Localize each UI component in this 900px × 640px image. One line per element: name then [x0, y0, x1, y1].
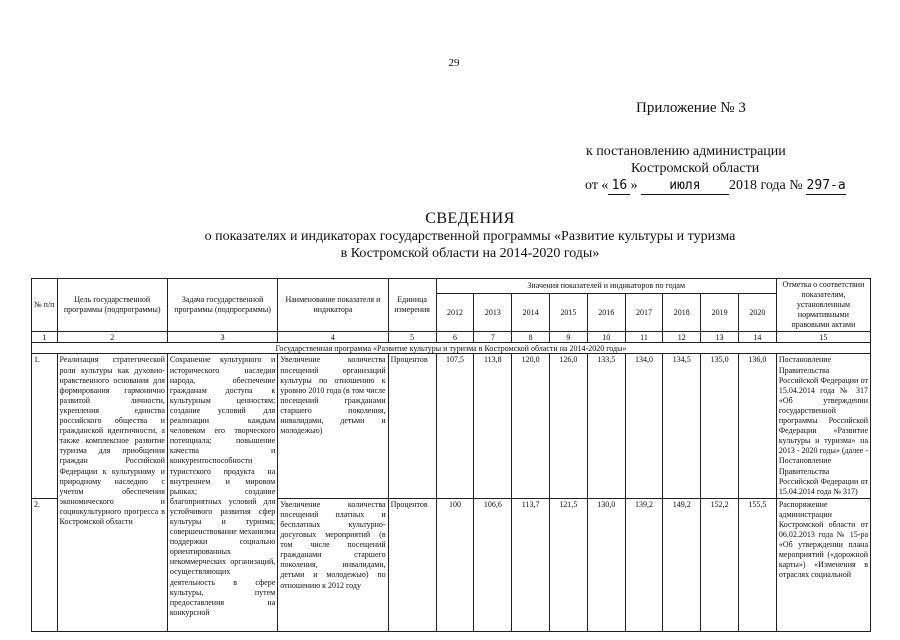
table-row — [32, 354, 871, 498]
header-compliance: Отметка о соответствии показателям, установленным нормативными правовыми актами — [776, 279, 870, 332]
header-year: 2018 — [663, 294, 701, 332]
column-number: 13 — [701, 332, 739, 343]
decree-line-1: к постановлению администрации — [586, 144, 786, 159]
header-goal: Цель государственной программы (подпрограммы) — [57, 279, 167, 332]
value-cell: 107,5 — [436, 354, 474, 498]
compliance-cell: Распоряжение администрации Костромской области от 06.02.2013 года № 15-ра «Об утверждении плана мероприятий («дорожной карты») «Изменения в отраслях социальной — [776, 498, 870, 631]
handwritten-decree-number: 297-а — [806, 178, 846, 193]
handwritten-day: 16 — [608, 177, 630, 195]
decree-reference — [585, 143, 885, 195]
indicators-table — [31, 278, 871, 632]
column-number: 11 — [625, 332, 663, 343]
value-cell: 126,0 — [550, 354, 588, 498]
value-cell: 133,5 — [587, 354, 625, 498]
header-num: № п/п — [32, 279, 58, 332]
row-number: 1. — [32, 354, 58, 498]
page-number: 29 — [448, 57, 460, 69]
task-cell: Сохранение культурного и исторического наследия народа, обеспечение гражданам доступа к культурным ценностям; создание условий для реализации каждым человеком его творческого потенциала; повышение качества и конкурентоспособности туристского продукта на внутреннем и мировом рынках; создание благоприятных условий для устойчивого развития сфер культуры и туризма; совершенствование механизма поддержки социально ориентированных некоммерческих организаций, осуществляющих деятельность в сфере культуры, путем предоставления на конкурсной — [167, 354, 277, 631]
column-number: 5 — [388, 332, 436, 343]
value-cell: 149,2 — [663, 498, 701, 631]
column-number: 1 — [32, 332, 58, 343]
program-row: Государственная программа «Развитие культуры и туризма в Костромской области на 2014-2020 годы» — [32, 343, 871, 354]
header-values-group: Значения показателей и индикаторов по годам — [436, 279, 776, 294]
header-year: 2014 — [512, 294, 550, 332]
value-cell: 155,5 — [739, 498, 777, 631]
value-cell: 100 — [436, 498, 474, 631]
decree-date-line — [585, 177, 885, 195]
header-year: 2016 — [587, 294, 625, 332]
value-cell: 136,0 — [739, 354, 777, 498]
indicator-cell: Увеличение количества посещений платных и бесплатных культурно-досуговых мероприятий (в том числе посещений гражданами старшего поколения, инвалидами, детьми и молодежью) по отношению к 2012 году — [278, 498, 388, 631]
document-subtitle-line-1: о показателях и индикаторах государственной программы «Развитие культуры и туризма — [204, 229, 736, 244]
goal-cell: Реализация стратегической роли культуры как духовно-нравственного основания для формирования гармонично развитой личности, укрепления единства российского общества и гражданской идентичности, а также комплексное развитие туризма для приобщения граждан Российской Федерации к культурному и природному наследию с учетом обеспечения экономического и социокультурного прогресса в Костромской области — [57, 354, 167, 631]
document-title: СВЕДЕНИЯ — [425, 210, 515, 227]
column-number: 3 — [167, 332, 277, 343]
value-cell: 134,5 — [663, 354, 701, 498]
handwritten-month: июля — [641, 177, 729, 195]
value-cell: 106,6 — [474, 498, 512, 631]
column-number: 8 — [512, 332, 550, 343]
column-number: 7 — [474, 332, 512, 343]
column-number: 4 — [278, 332, 388, 343]
header-year: 2019 — [701, 294, 739, 332]
unit-cell: Процентов — [388, 354, 436, 498]
row-number: 2. — [32, 498, 58, 631]
column-number: 12 — [663, 332, 701, 343]
header-task: Задача государственной программы (подпрограммы) — [167, 279, 277, 332]
value-cell: 113,8 — [474, 354, 512, 498]
value-cell: 121,5 — [550, 498, 588, 631]
column-number: 6 — [436, 332, 474, 343]
value-cell: 120,0 — [512, 354, 550, 498]
header-year: 2012 — [436, 294, 474, 332]
value-cell: 152,2 — [701, 498, 739, 631]
column-number: 2 — [57, 332, 167, 343]
column-number: 14 — [739, 332, 777, 343]
header-year: 2017 — [625, 294, 663, 332]
header-indicator: Наименование показателя и индикатора — [278, 279, 388, 332]
value-cell: 135,0 — [701, 354, 739, 498]
column-number: 15 — [776, 332, 870, 343]
header-year: 2015 — [550, 294, 588, 332]
indicator-cell: Увеличение количества посещений организаций культуры по отношению к уровню 2010 года (в том числе посещений гражданами старшего поколения, инвалидами, детьми и молодежью) — [278, 354, 388, 498]
decree-year-text: 2018 года № — [728, 178, 803, 193]
column-number: 10 — [587, 332, 625, 343]
decree-date-prefix: от « — [585, 178, 609, 193]
value-cell: 139,2 — [625, 498, 663, 631]
appendix-title: Приложение № 3 — [636, 100, 746, 116]
compliance-cell: Постановление Правительства Российской Федерации от 15.04.2014 года № 317 «Об утверждении государственной программы Российской Федерации «Развитие культуры и туризма» на 2013 - 2020 годы» (далее - Постановление Правительства Российской Федерации от 15.04.2014 года № 317) — [776, 354, 870, 498]
column-number: 9 — [550, 332, 588, 343]
header-year: 2013 — [474, 294, 512, 332]
decree-date-mid: » — [630, 178, 638, 193]
value-cell: 134,0 — [625, 354, 663, 498]
value-cell: 130,0 — [587, 498, 625, 631]
header-unit: Единица измерения — [388, 279, 436, 332]
value-cell: 113,7 — [512, 498, 550, 631]
unit-cell: Процентов — [388, 498, 436, 631]
header-year: 2020 — [739, 294, 777, 332]
decree-line-2: Костромской области — [631, 161, 760, 176]
document-subtitle-line-2: в Костромской области на 2014-2020 годы» — [340, 246, 600, 261]
